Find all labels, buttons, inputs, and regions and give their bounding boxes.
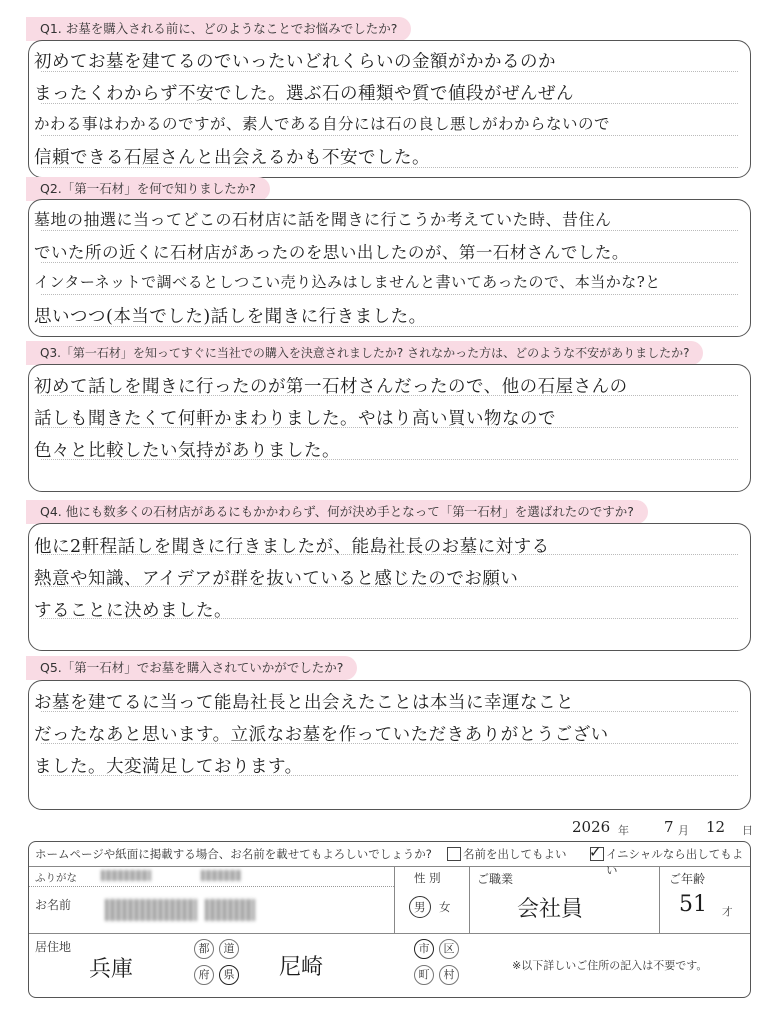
date-day-unit: 日 (742, 824, 753, 837)
date-year-unit: 年 (618, 824, 629, 837)
answer-5-line-2: だったなあと思います。立派なお墓を作っていただきありがとうござい (34, 725, 609, 745)
prefecture-value: 兵庫 (89, 957, 134, 982)
check-mark-icon: ✓ (589, 843, 602, 861)
occupation-value: 会社員 (517, 897, 584, 922)
answer-4-line-2: 熱意や知識、アイデアが群を抜いていると感じたのでお願い (34, 569, 519, 589)
unit-son[interactable]: 村 (439, 965, 459, 985)
answer-1-line-4: 信頼できる石屋さんと出会えるかも不安でした。 (34, 148, 430, 168)
answer-3-line-2: 話しも聞きたくて何軒かまわりました。やはり高い買い物なので (34, 409, 556, 429)
residence-label: 居住地 (35, 940, 72, 954)
name-redacted (105, 899, 197, 921)
unit-to[interactable]: 都 (194, 939, 214, 959)
unit-fu[interactable]: 府 (194, 965, 214, 985)
furigana-redacted (101, 870, 151, 881)
name-row (29, 866, 750, 934)
furigana-label: ふりがな (35, 872, 77, 884)
answer-1-line-3: かわる事はわかるのですが、素人である自分には石の良し悪しがわからないので (34, 115, 611, 133)
answer-2-line-2: でいた所の近くに石材店があったのを思い出したのが、第一石材さんでした。 (34, 243, 629, 262)
city-value: 尼崎 (279, 955, 324, 980)
unit-ku[interactable]: 区 (439, 939, 459, 959)
gender-label: 性 別 (414, 871, 441, 885)
answer-2-line-4: 思いつつ(本当でした)話しを聞きに行きました。 (34, 307, 427, 327)
date-year: 2026 (572, 818, 611, 836)
furigana-redacted-2 (201, 870, 241, 881)
initials-ok-label: イニシャルなら出してもよい (606, 847, 744, 877)
answer-1-line-2: まったくわからず不安でした。選ぶ石の種類や質で値段がぜんぜん (34, 84, 574, 104)
answer-3-line-1: 初めて話しを聞きに行ったのが第一石材さんだったので、他の石屋さんの (34, 377, 628, 397)
question-3-label: Q3.「第一石材」を知ってすぐに当社での購入を決意されましたか? されなかった方は、どのような不安がありましたか? (26, 341, 703, 365)
gender-male[interactable]: 男 (414, 900, 426, 914)
unit-do[interactable]: 道 (219, 939, 239, 959)
age-label: ご年齢 (669, 872, 706, 886)
unit-cho[interactable]: 町 (414, 965, 434, 985)
name-ok-checkbox[interactable] (447, 847, 461, 861)
answer-4-line-3: することに決めました。 (34, 601, 232, 621)
question-4-label: Q4. 他にも数多くの石材店があるにもかかわらず、何が決め手となって「第一石材」を選ばれたのですか? (26, 500, 648, 524)
answer-5-line-1: お墓を建てるに当って能島社長と出会えたことは本当に幸運なこと (34, 693, 574, 713)
answer-2-line-3: インターネットで調べるとしつこい売り込みはしませんと書いてあったので、本当かな?と (34, 273, 661, 291)
address-note: ※以下詳しいご住所の記入は不要です。 (512, 959, 708, 972)
personal-info-form (28, 841, 751, 998)
answer-5-line-3: ました。大変満足しております。 (34, 757, 303, 777)
occupation-label: ご職業 (477, 872, 514, 886)
answer-3-line-3: 色々と比較したい気持がありました。 (34, 441, 340, 461)
consent-row (29, 842, 750, 877)
answer-2-line-1: 墓地の抽選に当ってどこの石材店に話を聞きに行こうか考えていた時、昔住ん (34, 210, 612, 229)
answer-1-line-1: 初めてお墓を建てるのでいったいどれくらいの金額がかかるのか (34, 52, 556, 72)
date-month-unit: 月 (678, 824, 689, 837)
answer-4-line-1: 他に2軒程話しを聞きに行きましたが、能島社長のお墓に対する (34, 537, 550, 557)
name-label: お名前 (35, 898, 72, 912)
name-redacted-2 (205, 899, 255, 921)
gender-female[interactable]: 女 (439, 900, 451, 914)
date-month: 7 (664, 818, 674, 836)
name-ok-label: 名前を出してもよい (463, 847, 567, 861)
consent-question: ホームページや紙面に掲載する場合、お名前を載せてもよろしいでしょうか? (35, 847, 432, 861)
age-value: 51 (679, 892, 707, 917)
age-unit: 才 (722, 906, 733, 918)
question-1-label: Q1. お墓を購入される前に、どのようなことでお悩みでしたか? (26, 17, 411, 41)
date-day: 12 (706, 818, 726, 836)
unit-shi[interactable]: 市 (414, 939, 434, 959)
question-5-label: Q5.「第一石材」でお墓を購入されていかがでしたか? (26, 656, 357, 680)
question-2-label: Q2.「第一石材」を何で知りましたか? (26, 177, 270, 201)
unit-ken[interactable]: 県 (219, 965, 239, 985)
